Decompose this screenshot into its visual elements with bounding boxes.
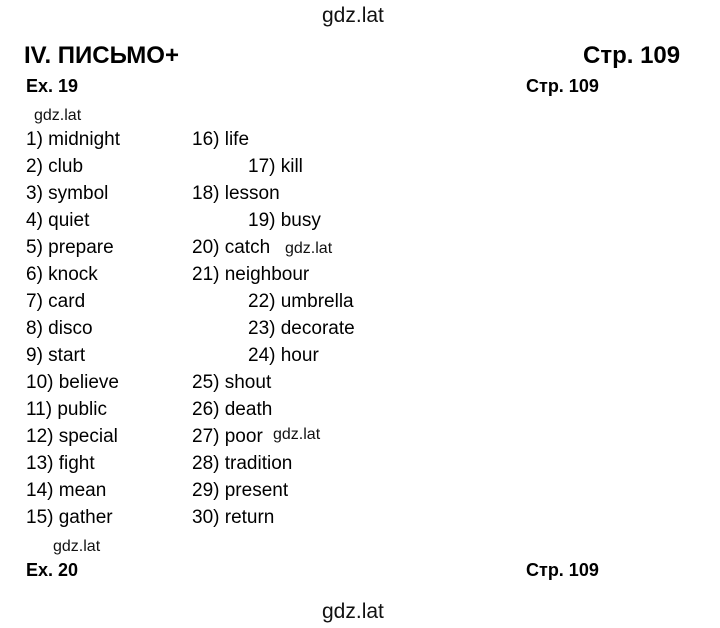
answer-item: 18) lesson xyxy=(192,183,280,204)
answer-item: 12) special xyxy=(26,426,118,447)
answer-item: 20) catch xyxy=(192,237,271,258)
answer-item: 21) neighbour xyxy=(192,264,310,285)
answer-item: 24) hour xyxy=(248,345,319,366)
answer-item: 9) start xyxy=(26,345,86,366)
answer-item: 6) knock xyxy=(26,264,98,285)
answers-column-2 xyxy=(192,126,355,531)
answers-column-1 xyxy=(26,126,120,531)
watermark-top: gdz.lat xyxy=(322,4,384,27)
watermark-small-2: gdz.lat xyxy=(285,240,333,257)
answer-item: 3) symbol xyxy=(26,183,109,204)
watermark-small-3: gdz.lat xyxy=(273,426,321,443)
ex20-label: Ex. 20 xyxy=(26,560,79,580)
answer-item: 29) present xyxy=(192,480,289,501)
answer-item: 25) shout xyxy=(192,372,272,393)
answer-item: 15) gather xyxy=(26,507,113,528)
answer-item: 8) disco xyxy=(26,318,93,339)
answer-item: 1) midnight xyxy=(26,129,120,150)
answer-item: 17) kill xyxy=(248,156,303,177)
answer-item: 5) prepare xyxy=(26,237,114,258)
answer-item: 11) public xyxy=(26,399,107,420)
answer-item: 23) decorate xyxy=(248,318,355,339)
answer-item: 28) tradition xyxy=(192,453,293,474)
answer-item: 16) life xyxy=(192,129,250,150)
watermark-bottom: gdz.lat xyxy=(322,600,384,623)
answer-item: 13) fight xyxy=(26,453,95,474)
answer-item: 14) mean xyxy=(26,480,107,501)
answer-item: 19) busy xyxy=(248,210,321,231)
answer-item: 27) poor xyxy=(192,426,263,447)
answer-item: 2) club xyxy=(26,156,84,177)
ex19-page: Стр. 109 xyxy=(526,76,599,96)
ex20-page: Стр. 109 xyxy=(526,560,599,580)
section-title: IV. ПИСЬМО+ xyxy=(24,42,179,69)
page-ref-main: Стр. 109 xyxy=(583,42,681,69)
answer-item: 30) return xyxy=(192,507,275,528)
answer-item: 22) umbrella xyxy=(248,291,354,312)
watermark-small-1: gdz.lat xyxy=(34,107,82,124)
answer-item: 10) believe xyxy=(26,372,119,393)
watermark-small-4: gdz.lat xyxy=(53,538,101,555)
answer-item: 26) death xyxy=(192,399,273,420)
answer-item: 4) quiet xyxy=(26,210,90,231)
answer-item: 7) card xyxy=(26,291,86,312)
ex19-label: Ex. 19 xyxy=(26,76,79,96)
